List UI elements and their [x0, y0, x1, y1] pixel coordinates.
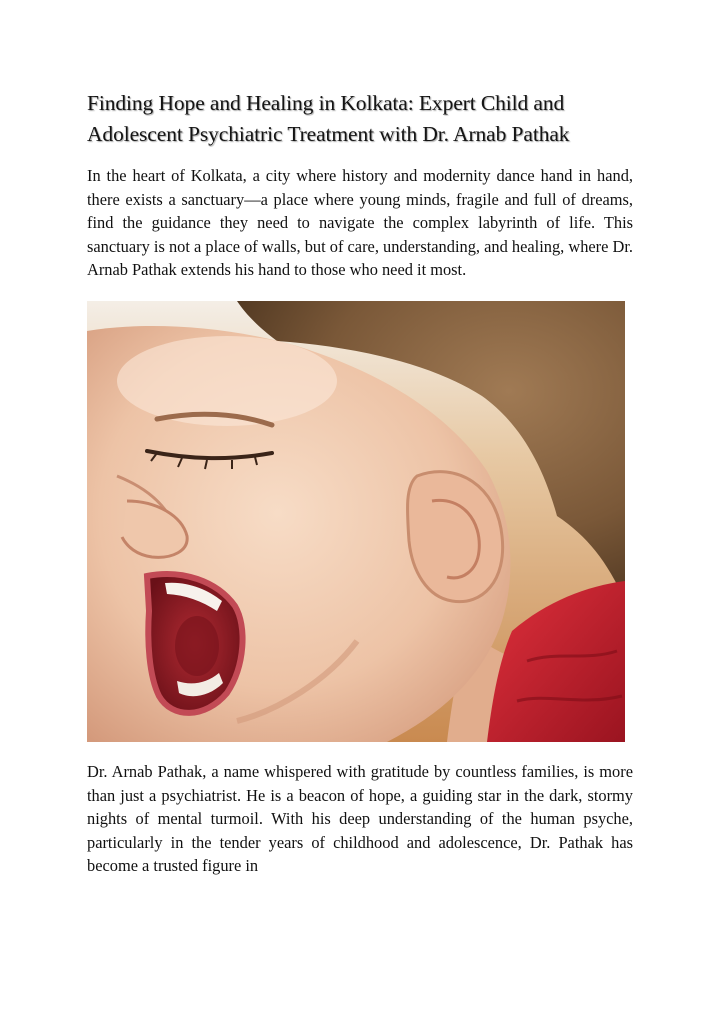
body-paragraph: Dr. Arnab Pathak, a name whispered with gratitude by countless families, is more than just a psychiatrist. He is a beacon of hope, a guiding star in the dark, stormy nights of mental turmoil. With his deep understanding of the human psyche, particularly in the tender years of childhood and adolescence, Dr. Pathak has become a trusted figure in	[87, 761, 633, 876]
intro-paragraph: In the heart of Kolkata, a city where history and modernity dance hand in hand, there exists a sanctuary—a place where young minds, fragile and full of dreams, find the guidance they need to navigate the complex labyrinth of life. This sanctuary is not a place of walls, but of care, understanding, and healing, where Dr. Arnab Pathak extends his hand to those who need it most.	[87, 166, 633, 280]
title-line-1: Finding Hope and Healing in Kolkata: Expert Child and	[87, 91, 565, 115]
throat	[175, 616, 219, 676]
document-title	[87, 88, 633, 150]
title-line-2: Adolescent Psychiatric Treatment with Dr. Arnab Pathak	[87, 122, 570, 146]
document-page	[87, 88, 633, 878]
screaming-child-photo	[87, 301, 625, 742]
forehead-highlight	[117, 336, 337, 426]
